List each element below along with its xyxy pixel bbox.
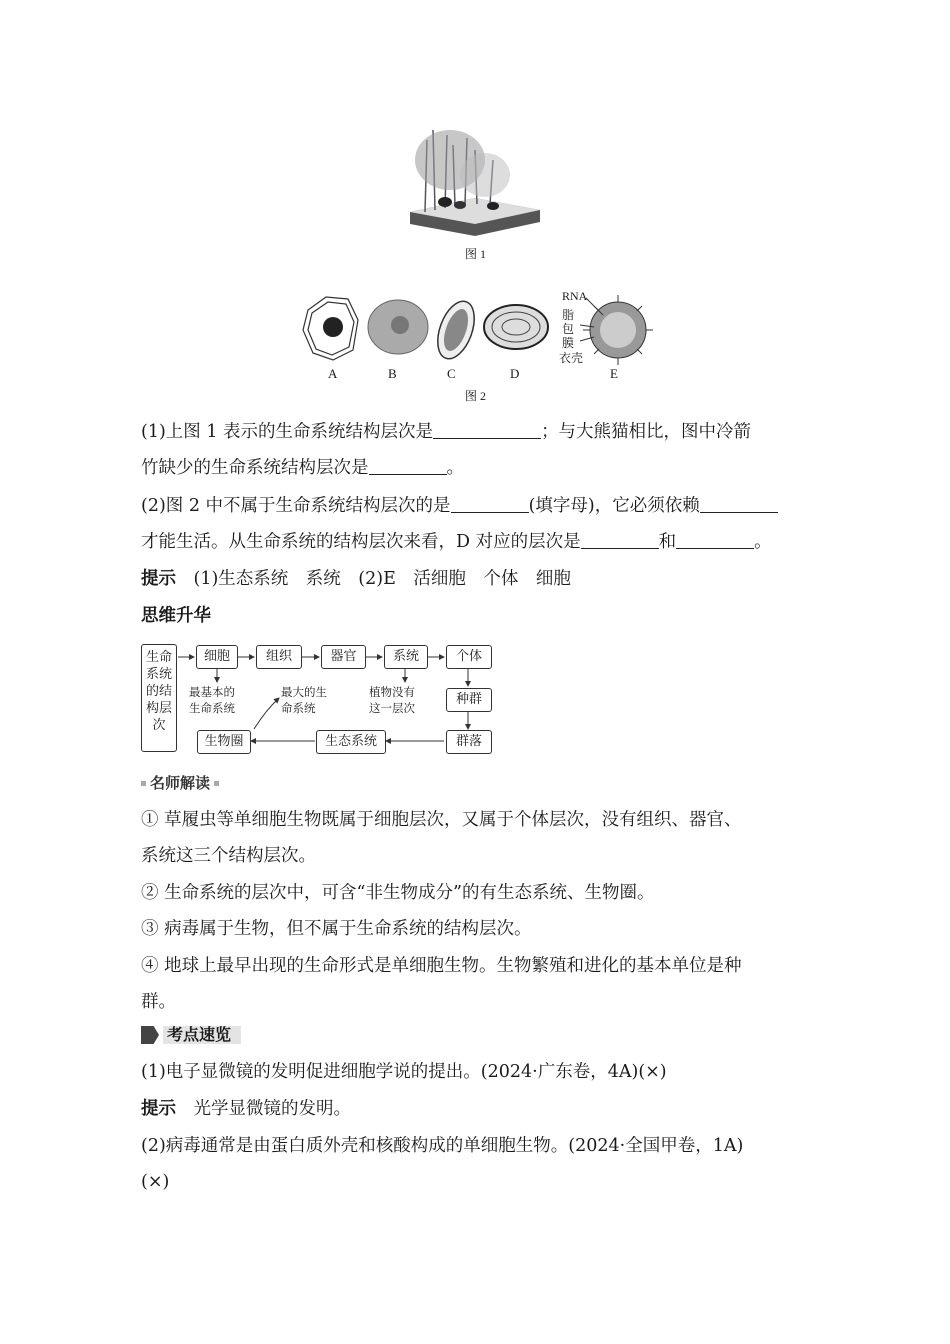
teacher-point-2: ② 生命系统的层次中，可含“非生物成分”的有生态系统、生物圈。 [141,883,655,903]
teacher-point-1b: 系统这三个结构层次。 [141,846,316,866]
virus-label-rna: RNA [562,289,588,303]
cell-label-d: D [510,366,520,381]
answer-blank[interactable] [676,530,754,549]
box-organ: 器官 [321,645,366,669]
side-label-box: 生命 系统 的结 构层 次 [141,644,177,752]
answer-blank[interactable] [369,456,447,475]
teacher-point-3: ③ 病毒属于生物，但不属于生命系统的结构层次。 [141,919,532,939]
note-cell: 最基本的 生命系统 [189,685,235,715]
cell-label-e: E [610,366,618,381]
virus-label-mo: 膜 [562,336,575,350]
cell-label-c: C [447,366,456,381]
overview-item-2b: (×) [141,1172,170,1192]
teacher-point-1a: ① 草履虫等单细胞生物既属于细胞层次，又属于个体层次，没有组织、器官、 [141,810,742,830]
box-biosphere: 生物圈 [197,730,251,754]
box-ecosystem: 生态系统 [316,730,386,754]
teacher-point-4a: ④ 地球上最早出现的生命形式是单细胞生物。生物繁殖和进化的基本单位是种 [141,956,742,976]
note-plant: 植物没有 这一层次 [369,685,415,715]
box-individual: 个体 [446,645,492,669]
hierarchy-diagram [141,640,501,756]
answer-hint: 提示 (1)生态系统 系统 (2)E 活细胞 个体 细胞 [141,569,571,589]
overview-hint: 提示 光学显微镜的发明。 [141,1099,351,1119]
box-system: 系统 [384,645,428,669]
virus-label-bao: 包 [562,322,575,336]
figure-2-image [298,285,658,385]
answer-blank[interactable] [700,494,778,513]
answer-blank[interactable] [581,530,659,549]
box-cell: 细胞 [196,645,238,669]
question-1-line-1: (1)上图 1 表示的生命系统结构层次是 ；与大熊猫相比，图中冷箭 [141,422,752,442]
question-1-line-2: 竹缺少的生命系统结构层次是 。 [141,458,464,478]
overview-item-2a: (2)病毒通常是由蛋白质外壳和核酸构成的单细胞生物。(2024·全国甲卷，1A) [141,1136,744,1156]
overview-header: 考点速览 [141,1024,241,1046]
cell-label-a: A [328,366,338,381]
answer-blank[interactable] [451,494,529,513]
overview-item-1: (1)电子显微镜的发明促进细胞学说的提出。(2024·广东卷，4A)(×) [141,1062,667,1082]
virus-label-zhi: 脂 [562,308,575,322]
answer-blank[interactable] [433,420,541,439]
box-tissue: 组织 [256,645,302,669]
box-community: 群落 [446,730,492,754]
cell-label-b: B [388,366,397,381]
virus-label-yike: 衣壳 [559,351,584,365]
figure-2-caption: 图 2 [465,389,487,403]
overview-bar-icon [141,1026,159,1044]
box-population: 种群 [446,688,492,712]
figure-1-caption: 图 1 [465,247,487,261]
note-biosphere: 最大的生 命系统 [281,685,327,715]
figure-1-image [405,120,545,240]
teacher-point-4b: 群。 [141,992,176,1012]
thinking-title: 思维升华 [141,606,211,626]
question-2-line-1: (2)图 2 中不属于生命系统结构层次的是 (填字母)，它必须依赖 [141,494,778,518]
teacher-section-header: 名师解读 [141,772,219,793]
question-2-line-2: 才能生活。从生命系统的结构层次来看，D 对应的层次是 和 。 [141,532,772,552]
